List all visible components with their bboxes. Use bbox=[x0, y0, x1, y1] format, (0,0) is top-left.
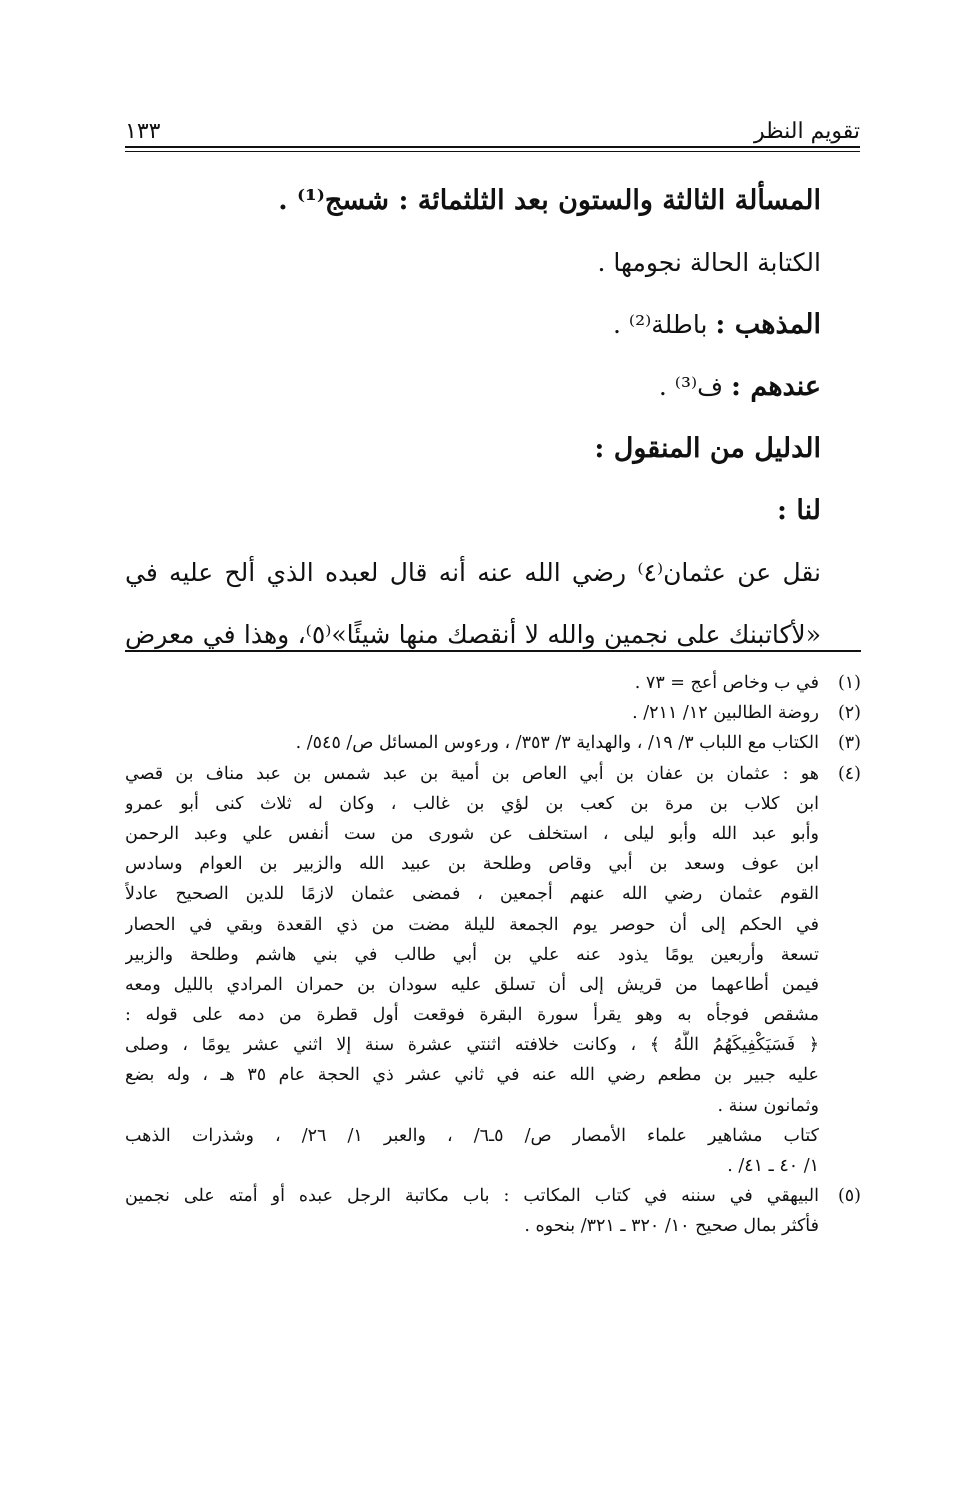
footnote-line: عليه جبير بن مطعم رضي الله عنه في ثاني عشر ذي الحجة عام ٣٥ هـ ، وله بضع bbox=[125, 1065, 819, 1086]
main-text bbox=[125, 170, 821, 666]
footnote-line: القوم عثمان رضي الله عنهم أجمعين ، فمضى عثمان لازمًا للدين الصحيح عادلاً bbox=[125, 884, 819, 905]
footnote-line: البيهقي في سننه في كتاب المكاتب : باب مكاتبة الرجل عبده أو أمته على نجمين bbox=[125, 1186, 819, 1207]
footnote-number: (٤) bbox=[837, 763, 861, 784]
footnote-line: تسعة وأربعين يومًا يذود عنه علي بن أبي طالب في بني هاشم وطلحة والزبير bbox=[125, 944, 819, 965]
lana-heading: لنا : bbox=[777, 495, 821, 526]
indahum-label: عندهم : bbox=[730, 371, 821, 402]
footnote-3 bbox=[125, 728, 861, 758]
footnote-line: روضة الطالبين ١٢/ ٢١١/ . bbox=[632, 703, 819, 724]
issue-title: المسألة الثالثة والستون بعد الثلثمائة : شسج⁽¹⁾ . bbox=[278, 185, 821, 216]
footnote-1 bbox=[125, 668, 861, 698]
footnote-line: الكتاب مع اللباب ٣/ ١٩/ ، والهداية ٣/ ٣٥٣/ ، ورءوس المسائل ص/ ٥٤٥/ . bbox=[295, 733, 819, 754]
footnote-line: في الحكم إلى أن حوصر يوم الجمعة لليلة مضت من ذي القعدة وبقي في الحصار bbox=[125, 914, 819, 935]
footnote-number: (١) bbox=[837, 673, 861, 693]
footnote-text bbox=[125, 759, 819, 1182]
page-number: ١٣٣ bbox=[125, 119, 161, 144]
paragraph-line-1: نقل عن عثمان⁽٤⁾ رضي الله عنه أنه قال لعبده الذي ألح عليه في bbox=[125, 558, 821, 587]
madhhab-line bbox=[125, 294, 821, 356]
footnote-rule bbox=[125, 650, 861, 652]
footnote-number: (٢) bbox=[837, 703, 861, 724]
footnote-source-line: ١/ ٤٠ ـ ٤١/ . bbox=[727, 1156, 819, 1177]
footnote-line: فأكثر بمال صحيح ١٠/ ٣٢٠ ـ ٣٢١/ بنحوه . bbox=[524, 1216, 819, 1237]
issue-statement: الكتابة الحالة نجومها . bbox=[597, 248, 821, 277]
footnote-5 bbox=[125, 1181, 861, 1241]
footnote-text bbox=[125, 698, 819, 728]
footnote-2 bbox=[125, 698, 861, 728]
footnote-text bbox=[125, 728, 819, 758]
footnotes bbox=[125, 668, 861, 1242]
footnote-4 bbox=[125, 759, 861, 1182]
footnote-line: ابن عوف وسعد بن أبي وقاص وطلحة بن عبيد الله والزبير بن العوام وسادس bbox=[125, 854, 819, 875]
indahum-line bbox=[125, 356, 821, 418]
paragraph-line-2: «لأكاتبنك على نجمين والله لا أنقصك منها شيئًا»⁽٥⁾، وهذا في معرض bbox=[125, 620, 821, 649]
footnote-line: وأبو عبد الله وأبو ليلى ، استخلف عن شورى من ست أنفس علي وعبد الرحمن bbox=[125, 823, 819, 844]
header-rule-thin bbox=[125, 151, 860, 152]
header-rule bbox=[125, 146, 860, 148]
footnote-number: (٣) bbox=[837, 733, 861, 754]
footnote-line: فيمن أطاعهما من قريش إلى أن تسلق عليه سودان بن حمران المرادي بالليل ومعه bbox=[125, 974, 819, 995]
footnote-line: مشقص فوجأه به وهو يقرأ سورة البقرة فوقعت أول قطرة من دمه على قوله : bbox=[125, 1005, 819, 1026]
footnote-number: (٥) bbox=[837, 1186, 861, 1207]
madhhab-value: باطلة⁽²⁾ . bbox=[613, 310, 716, 339]
page-header bbox=[125, 108, 860, 144]
madhhab-label: المذهب : bbox=[715, 309, 821, 340]
footnote-line: وثمانون سنة . bbox=[717, 1095, 819, 1116]
footnote-line: في ب وخاص أعج = ٧٣ . bbox=[634, 673, 819, 693]
footnote-line: هو : عثمان بن عفان بن أبي العاص بن أمية بن عبد شمس بن عبد مناف بن قصي bbox=[125, 763, 819, 784]
daleel-heading: الدليل من المنقول : bbox=[594, 433, 821, 464]
footnote-text bbox=[125, 1181, 819, 1241]
footnote-source-line: كتاب مشاهير علماء الأمصار ص/ ٥ـ٦/ ، والعبر ١/ ٢٦/ ، وشذرات الذهب bbox=[125, 1125, 819, 1146]
footnote-line: ابن كلاب بن مرة بن كعب بن لؤي بن غالب ، وكان له ثلاث كنى أبو عمرو bbox=[125, 793, 819, 814]
footnote-line: ﴿ فَسَيَكْفِيكَهُمُ اللَّهُ ﴾ ، وكانت خلافته اثنتي عشرة سنة إلا اثني عشر يومًا ، وصلى bbox=[125, 1035, 819, 1056]
footnote-text bbox=[125, 668, 819, 698]
indahum-value: ف⁽³⁾ . bbox=[658, 372, 731, 401]
running-title: تقويم النظر bbox=[753, 119, 860, 144]
